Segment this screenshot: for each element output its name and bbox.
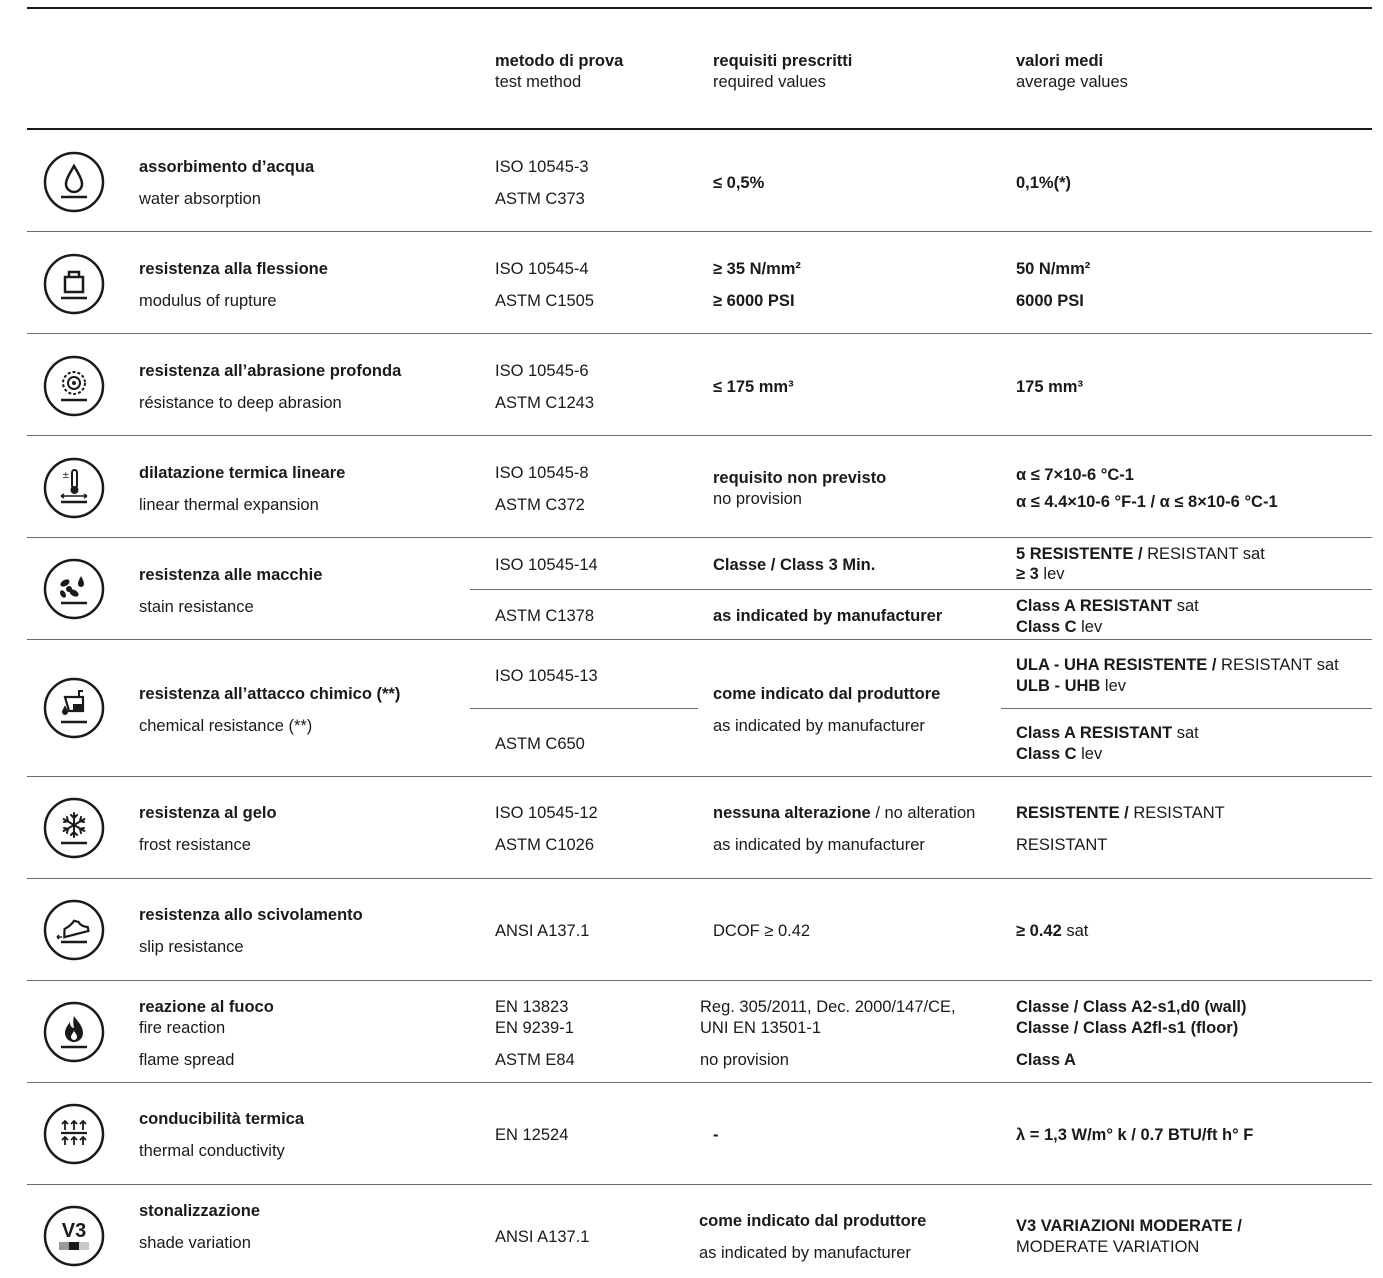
average-rest: sat: [1172, 724, 1199, 742]
header-average-en: average values: [1016, 73, 1128, 91]
average-value: [1016, 676, 1126, 697]
row-divider: [27, 537, 1372, 538]
average-value: [1016, 1216, 1242, 1237]
required-value: requisito non previsto: [713, 469, 887, 487]
row-name-it: resistenza allo scivolamento: [139, 906, 363, 924]
row-name-it: resistenza alla flessione: [139, 260, 328, 278]
header-rule: [27, 128, 1372, 130]
row-subdivider: [1001, 708, 1372, 709]
header-average-it: valori medi: [1016, 52, 1104, 70]
row-name-en: résistance to deep abrasion: [139, 394, 342, 412]
stain-icon: [43, 558, 105, 620]
test-method: ISO 10545-3: [495, 158, 589, 176]
test-method: ASTM C372: [495, 496, 585, 514]
average-bold: Class C: [1016, 618, 1077, 636]
average-bold: ULB - UHB: [1016, 677, 1101, 695]
required-value: ≥ 6000 PSI: [713, 292, 795, 310]
top-rule: [27, 7, 1372, 9]
required-value: come indicato dal produttore: [713, 685, 941, 703]
average-value: Classe / Class A2fl-s1 (floor): [1016, 1019, 1239, 1037]
row-name-en: slip resistance: [139, 938, 244, 956]
average-value: 6000 PSI: [1016, 292, 1084, 310]
required-value: UNI EN 13501-1: [700, 1019, 822, 1037]
required-value: as indicated by manufacturer: [713, 717, 925, 735]
required-value: Classe / Class 3 Min.: [713, 556, 876, 574]
average-value: [1016, 655, 1339, 676]
test-method: ISO 10545-14: [495, 556, 598, 574]
required-value: ≤ 175 mm³: [713, 378, 794, 396]
header-method-it: metodo di prova: [495, 52, 624, 70]
required-bold: nessuna alterazione: [713, 804, 871, 822]
flame-icon: [43, 1001, 105, 1063]
average-rest: lev: [1076, 618, 1103, 636]
row-divider: [27, 435, 1372, 436]
average-bold: RESISTENTE /: [1016, 804, 1129, 822]
row-name-en: fire reaction: [139, 1019, 226, 1037]
row-name-it: resistenza all’abrasione profonda: [139, 362, 402, 380]
row-divider: [27, 1082, 1372, 1083]
average-value: [1016, 596, 1199, 617]
average-rest: /: [1232, 1217, 1242, 1235]
test-method: EN 9239-1: [495, 1019, 574, 1037]
test-method: ASTM C1505: [495, 292, 595, 310]
required-rest: / no alteration: [870, 804, 976, 822]
required-value: ≤ 0,5%: [713, 174, 765, 192]
average-value: RESISTANT: [1016, 836, 1108, 854]
heat-arrows-icon: [43, 1103, 105, 1165]
average-bold: Class A RESISTANT: [1016, 724, 1173, 742]
row-divider: [27, 231, 1372, 232]
row-name-it: resistenza all’attacco chimico (**): [139, 685, 401, 703]
test-method: ASTM C1378: [495, 607, 595, 625]
required-value: no provision: [700, 1051, 789, 1069]
row-name-it: stonalizzazione: [139, 1202, 261, 1220]
average-bold: Class A RESISTANT: [1016, 597, 1173, 615]
abrasion-wheel-icon: [43, 355, 105, 417]
v3-label: V3: [61, 1220, 87, 1242]
test-method: ASTM C1026: [495, 836, 595, 854]
average-value: [1016, 565, 1065, 583]
required-value: [713, 803, 975, 824]
required-value: -: [713, 1126, 719, 1144]
row-divider: [27, 878, 1372, 879]
test-method: ASTM E84: [495, 1051, 575, 1069]
chemical-icon: [43, 677, 105, 739]
row-name-it: resistenza al gelo: [139, 804, 277, 822]
test-method: ISO 10545-4: [495, 260, 589, 278]
row-divider: [27, 1184, 1372, 1185]
row-divider: [27, 980, 1372, 981]
average-value: [1016, 723, 1199, 744]
test-method: EN 13823: [495, 998, 569, 1016]
average-value: [1016, 617, 1102, 638]
average-bold: V3 VARIAZIONI MODERATE: [1016, 1217, 1233, 1235]
row-subdivider: [470, 589, 1372, 590]
row-name-en: frost resistance: [139, 836, 251, 854]
average-rest: lev: [1100, 677, 1127, 695]
row-name-en: linear thermal expansion: [139, 496, 319, 514]
average-bold: ULA - UHA RESISTENTE /: [1016, 656, 1217, 674]
test-method: ISO 10545-6: [495, 362, 589, 380]
required-value: as indicated by manufacturer: [713, 836, 925, 854]
average-rest: RESISTANT sat: [1216, 656, 1339, 674]
weight-icon: [43, 253, 105, 315]
average-rest: RESISTANT: [1128, 804, 1225, 822]
average-rest: RESISTANT sat: [1142, 545, 1265, 563]
average-value: α ≤ 7×10-6 °C-1: [1016, 466, 1134, 484]
average-value: λ = 1,3 W/m° k / 0.7 BTU/ft h° F: [1016, 1126, 1254, 1144]
row-divider: [27, 333, 1372, 334]
test-method: ASTM C650: [495, 735, 585, 753]
test-method: ANSI A137.1: [495, 922, 590, 940]
average-rest: sat: [1172, 597, 1199, 615]
row-name-en: modulus of rupture: [139, 292, 277, 310]
required-value: Reg. 305/2011, Dec. 2000/147/CE,: [700, 998, 956, 1016]
header-required-it: requisiti prescritti: [713, 52, 853, 70]
average-value: 175 mm³: [1016, 378, 1083, 396]
test-method: ASTM C1243: [495, 394, 595, 412]
row-name-en: stain resistance: [139, 598, 254, 616]
header-method-en: test method: [495, 73, 582, 91]
average-value: [1016, 744, 1102, 765]
average-value: α ≤ 4.4×10-6 °F-1 / α ≤ 8×10-6 °C-1: [1016, 493, 1278, 511]
test-method: ISO 10545-8: [495, 464, 589, 482]
average-value: [1016, 921, 1088, 942]
row-name-en: shade variation: [139, 1234, 251, 1252]
required-value: as indicated by manufacturer: [699, 1244, 911, 1262]
test-method: ASTM C373: [495, 190, 585, 208]
row-name-it: conducibilità termica: [139, 1110, 305, 1128]
water-drop-icon: [43, 151, 105, 213]
test-method: ISO 10545-13: [495, 667, 598, 685]
test-method: ISO 10545-12: [495, 804, 598, 822]
row-divider: [27, 776, 1372, 777]
average-value: MODERATE VARIATION: [1016, 1238, 1200, 1256]
row-name-en: thermal conductivity: [139, 1142, 285, 1160]
row-divider: [27, 639, 1372, 640]
average-bold: 5 RESISTENTE /: [1016, 545, 1143, 563]
average-rest: lev: [1076, 745, 1103, 763]
required-value: as indicated by manufacturer: [713, 607, 943, 625]
average-bold: Class C: [1016, 745, 1077, 763]
test-method: EN 12524: [495, 1126, 569, 1144]
svg-text:±: ±: [62, 471, 70, 481]
row-name-it: assorbimento d’acqua: [139, 158, 315, 176]
row-name-en: flame spread: [139, 1051, 235, 1069]
average-bold: ≥ 3: [1016, 565, 1039, 583]
row-name-en: chemical resistance (**): [139, 717, 313, 735]
test-method: ANSI A137.1: [495, 1228, 590, 1246]
average-value: [1016, 803, 1225, 824]
required-value: DCOF ≥ 0.42: [713, 922, 811, 940]
average-value: Classe / Class A2-s1,d0 (wall): [1016, 998, 1247, 1016]
average-value: 50 N/mm²: [1016, 260, 1091, 278]
required-value: come indicato dal produttore: [699, 1212, 927, 1230]
average-value: Class A: [1016, 1051, 1076, 1069]
average-value: [1016, 544, 1265, 565]
header-required-en: required values: [713, 73, 826, 91]
thermometer-icon: [43, 457, 105, 519]
row-subdivider: [470, 708, 698, 709]
row-name-en: water absorption: [139, 190, 261, 208]
average-value: 0,1%(*): [1016, 174, 1072, 192]
required-value: ≥ 35 N/mm²: [713, 260, 801, 278]
average-bold: ≥ 0.42: [1016, 922, 1062, 940]
snowflake-icon: [43, 797, 105, 859]
row-name-it: reazione al fuoco: [139, 998, 274, 1016]
average-rest: sat: [1061, 922, 1089, 940]
v3-shade-icon: [43, 1205, 105, 1267]
required-value: no provision: [713, 490, 802, 508]
average-rest: lev: [1038, 565, 1065, 583]
shoe-slip-icon: [43, 899, 105, 961]
row-name-it: resistenza alle macchie: [139, 566, 323, 584]
row-name-it: dilatazione termica lineare: [139, 464, 346, 482]
